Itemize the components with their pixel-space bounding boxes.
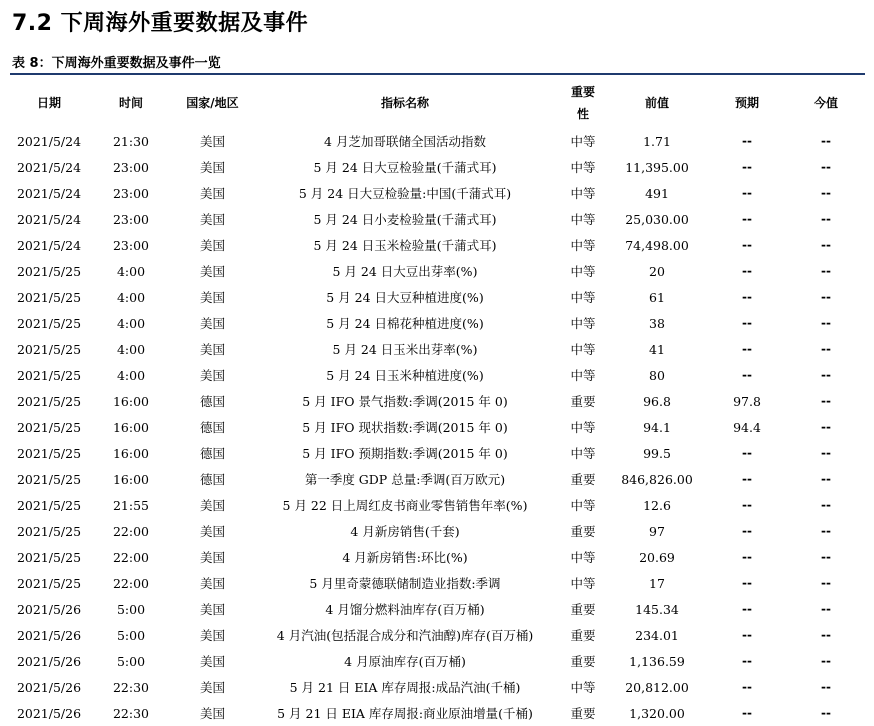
cell-importance: 中等 [570,134,596,149]
cell-indicator: 5 月 24 日大豆检验量:中国(千蒲式耳) [298,186,512,201]
cell-indicator: 5 月 24 日小麦检验量(千蒲式耳) [313,212,497,227]
cell-actual: -- [821,368,831,382]
cell-country: 德国 [199,446,225,461]
cell-time: 4:00 [116,341,146,357]
table-header-row [10,78,865,128]
cell-importance: 中等 [570,576,596,591]
cell-forecast: -- [742,550,752,564]
header-indicator: 指标名称 [380,96,429,110]
cell-country: 德国 [199,420,225,435]
cell-time: 23:00 [112,159,150,175]
cell-date: 2021/5/25 [16,471,82,487]
cell-actual: -- [821,602,831,616]
cell-time: 4:00 [116,289,146,305]
cell-date: 2021/5/24 [16,185,82,201]
cell-importance: 中等 [570,342,596,357]
table-row [10,154,865,180]
cell-indicator: 5 月 21 日 EIA 库存周报:成品汽油(千桶) [289,680,521,695]
cell-forecast: -- [742,498,752,512]
cell-time: 5:00 [116,601,146,617]
cell-date: 2021/5/26 [16,653,82,669]
cell-country: 美国 [199,550,225,565]
cell-indicator: 5 月 24 日大豆种植进度(%) [326,290,484,305]
cell-time: 23:00 [112,185,150,201]
cell-previous: 25,030.00 [625,211,689,227]
cell-actual: -- [821,524,831,538]
cell-forecast: 97.8 [733,393,761,409]
cell-indicator: 5 月 IFO 现状指数:季调(2015 年 0) [302,420,508,435]
cell-importance: 中等 [570,160,596,175]
cell-country: 德国 [199,472,225,487]
header-importance-line2: 性 [576,107,589,121]
cell-date: 2021/5/24 [16,133,82,149]
cell-actual: -- [821,472,831,486]
cell-actual: -- [821,680,831,694]
cell-importance: 重要 [570,654,596,669]
table-row [10,440,865,466]
cell-importance: 中等 [570,290,596,305]
table-row [10,596,865,622]
cell-forecast: -- [742,472,752,486]
cell-actual: -- [821,654,831,668]
cell-date: 2021/5/25 [16,367,82,383]
cell-importance: 中等 [570,446,596,461]
cell-time: 22:00 [112,575,150,591]
cell-time: 16:00 [112,393,150,409]
cell-indicator: 5 月 21 日 EIA 库存周报:商业原油增量(千桶) [277,706,533,721]
cell-importance: 重要 [570,524,596,539]
cell-importance: 重要 [570,602,596,617]
table-row [10,414,865,440]
cell-forecast: -- [742,238,752,252]
cell-forecast: -- [742,368,752,382]
cell-actual: -- [821,212,831,226]
cell-country: 美国 [199,680,225,695]
table-row [10,700,865,726]
cell-time: 22:30 [112,679,150,695]
cell-previous: 20.69 [639,549,675,565]
caption-rule [10,73,865,75]
cell-actual: -- [821,394,831,408]
cell-actual: -- [821,446,831,460]
section-title: 7.2 下周海外重要数据及事件 [12,11,309,36]
header-date: 日期 [36,96,61,110]
cell-importance: 重要 [570,472,596,487]
cell-date: 2021/5/25 [16,419,82,435]
cell-country: 美国 [199,654,225,669]
cell-date: 2021/5/25 [16,497,82,513]
cell-indicator: 5 月 24 日玉米检验量(千蒲式耳) [313,238,497,253]
cell-importance: 中等 [570,316,596,331]
cell-previous: 61 [649,289,665,305]
table-row [10,466,865,492]
table-row [10,284,865,310]
cell-time: 16:00 [112,445,150,461]
table-row [10,622,865,648]
cell-previous: 1,136.59 [629,653,685,669]
cell-importance: 中等 [570,368,596,383]
cell-indicator: 5 月 24 日大豆检验量(千蒲式耳) [313,160,497,175]
cell-forecast: 94.4 [733,419,761,435]
cell-time: 21:30 [112,133,150,149]
cell-importance: 中等 [570,550,596,565]
cell-date: 2021/5/24 [16,159,82,175]
cell-previous: 1.71 [643,133,671,149]
cell-actual: -- [821,420,831,434]
cell-importance: 中等 [570,680,596,695]
cell-indicator: 4 月原油库存(百万桶) [344,654,466,669]
cell-previous: 234.01 [635,627,679,643]
cell-country: 美国 [199,498,225,513]
table-row [10,232,865,258]
cell-time: 5:00 [116,653,146,669]
cell-time: 23:00 [112,211,150,227]
cell-forecast: -- [742,628,752,642]
cell-previous: 80 [649,367,665,383]
table-row [10,570,865,596]
cell-forecast: -- [742,680,752,694]
cell-date: 2021/5/25 [16,523,82,539]
cell-time: 22:00 [112,549,150,565]
cell-actual: -- [821,342,831,356]
cell-forecast: -- [742,654,752,668]
cell-country: 美国 [199,576,225,591]
cell-forecast: -- [742,186,752,200]
cell-previous: 1,320.00 [629,705,685,721]
header-importance [559,78,607,128]
cell-forecast: -- [742,524,752,538]
cell-previous: 74,498.00 [625,237,689,253]
cell-indicator: 5 月 22 日上周红皮书商业零售销售年率(%) [282,498,528,513]
cell-forecast: -- [742,290,752,304]
cell-time: 22:00 [112,523,150,539]
table-row [10,206,865,232]
cell-forecast: -- [742,212,752,226]
cell-country: 美国 [199,290,225,305]
cell-time: 4:00 [116,315,146,331]
cell-country: 美国 [199,706,225,721]
cell-country: 美国 [199,602,225,617]
cell-country: 美国 [199,186,225,201]
cell-country: 美国 [199,264,225,279]
cell-date: 2021/5/25 [16,263,82,279]
cell-date: 2021/5/25 [16,289,82,305]
cell-date: 2021/5/25 [16,445,82,461]
table-row [10,336,865,362]
cell-previous: 491 [645,185,669,201]
cell-actual: -- [821,160,831,174]
header-forecast: 预期 [734,96,759,110]
cell-time: 16:00 [112,471,150,487]
cell-importance: 重要 [570,394,596,409]
cell-time: 4:00 [116,263,146,279]
cell-country: 美国 [199,316,225,331]
cell-date: 2021/5/25 [16,393,82,409]
cell-actual: -- [821,264,831,278]
cell-date: 2021/5/26 [16,627,82,643]
cell-actual: -- [821,498,831,512]
cell-previous: 11,395.00 [625,159,689,175]
cell-country: 美国 [199,134,225,149]
cell-indicator: 5 月 IFO 预期指数:季调(2015 年 0) [302,446,508,461]
cell-date: 2021/5/25 [16,315,82,331]
cell-actual: -- [821,134,831,148]
table-row [10,258,865,284]
cell-indicator: 5 月 24 日玉米种植进度(%) [326,368,484,383]
table-row [10,128,865,154]
table-row [10,544,865,570]
cell-previous: 38 [649,315,665,331]
cell-forecast: -- [742,342,752,356]
cell-previous: 20,812.00 [625,679,689,695]
cell-importance: 重要 [570,706,596,721]
cell-previous: 41 [649,341,665,357]
cell-indicator: 4 月芝加哥联储全国活动指数 [324,134,486,149]
table-row [10,388,865,414]
cell-indicator: 5 月 24 日玉米出芽率(%) [332,342,478,357]
cell-date: 2021/5/25 [16,549,82,565]
cell-time: 5:00 [116,627,146,643]
cell-previous: 12.6 [643,497,671,513]
table-row [10,180,865,206]
header-country: 国家/地区 [186,96,239,110]
cell-importance: 中等 [570,186,596,201]
cell-indicator: 5 月 24 日大豆出芽率(%) [332,264,478,279]
cell-actual: -- [821,706,831,720]
cell-indicator: 第一季度 GDP 总量:季调(百万欧元) [304,472,506,487]
cell-time: 16:00 [112,419,150,435]
table-body [10,128,865,726]
cell-previous: 96.8 [643,393,671,409]
cell-indicator: 5 月 IFO 景气指数:季调(2015 年 0) [302,394,508,409]
table-row [10,518,865,544]
cell-time: 23:00 [112,237,150,253]
cell-date: 2021/5/26 [16,679,82,695]
cell-indicator: 5 月 24 日棉花种植进度(%) [326,316,484,331]
cell-importance: 中等 [570,420,596,435]
events-table [10,78,865,726]
cell-actual: -- [821,290,831,304]
cell-forecast: -- [742,602,752,616]
cell-actual: -- [821,316,831,330]
cell-importance: 中等 [570,264,596,279]
cell-forecast: -- [742,134,752,148]
cell-importance: 重要 [570,628,596,643]
cell-time: 22:30 [112,705,150,721]
cell-forecast: -- [742,446,752,460]
cell-indicator: 4 月新房销售:环比(%) [342,550,468,565]
cell-actual: -- [821,550,831,564]
cell-indicator: 4 月新房销售(千套) [350,524,460,539]
cell-country: 美国 [199,342,225,357]
cell-previous: 846,826.00 [621,471,693,487]
cell-time: 4:00 [116,367,146,383]
cell-country: 美国 [199,160,225,175]
cell-importance: 中等 [570,238,596,253]
cell-country: 美国 [199,238,225,253]
cell-country: 美国 [199,628,225,643]
table-row [10,362,865,388]
table-row [10,674,865,700]
cell-forecast: -- [742,316,752,330]
cell-country: 德国 [199,394,225,409]
table-row [10,310,865,336]
cell-forecast: -- [742,576,752,590]
cell-previous: 94.1 [643,419,671,435]
cell-country: 美国 [199,524,225,539]
cell-forecast: -- [742,706,752,720]
cell-date: 2021/5/24 [16,237,82,253]
cell-country: 美国 [199,368,225,383]
cell-actual: -- [821,238,831,252]
cell-date: 2021/5/25 [16,575,82,591]
cell-previous: 99.5 [643,445,671,461]
cell-forecast: -- [742,264,752,278]
cell-previous: 145.34 [635,601,679,617]
cell-indicator: 5 月里奇蒙德联储制造业指数:季调 [309,576,501,591]
cell-importance: 中等 [570,212,596,227]
header-time: 时间 [118,96,143,110]
cell-previous: 20 [649,263,665,279]
cell-importance: 中等 [570,498,596,513]
table-caption: 表 8：下周海外重要数据及事件一览 [12,56,221,71]
cell-previous: 97 [649,523,665,539]
header-importance-line1: 重要 [570,85,595,99]
cell-previous: 17 [649,575,665,591]
header-actual: 今值 [813,96,838,110]
cell-indicator: 4 月汽油(包括混合成分和汽油醇)库存(百万桶) [276,628,534,643]
cell-forecast: -- [742,160,752,174]
cell-actual: -- [821,628,831,642]
cell-actual: -- [821,576,831,590]
table-row [10,492,865,518]
cell-indicator: 4 月馏分燃料油库存(百万桶) [325,602,485,617]
cell-date: 2021/5/26 [16,705,82,721]
table-row [10,648,865,674]
cell-actual: -- [821,186,831,200]
cell-date: 2021/5/25 [16,341,82,357]
cell-time: 21:55 [112,497,150,513]
cell-date: 2021/5/26 [16,601,82,617]
header-previous: 前值 [644,96,669,110]
cell-date: 2021/5/24 [16,211,82,227]
cell-country: 美国 [199,212,225,227]
